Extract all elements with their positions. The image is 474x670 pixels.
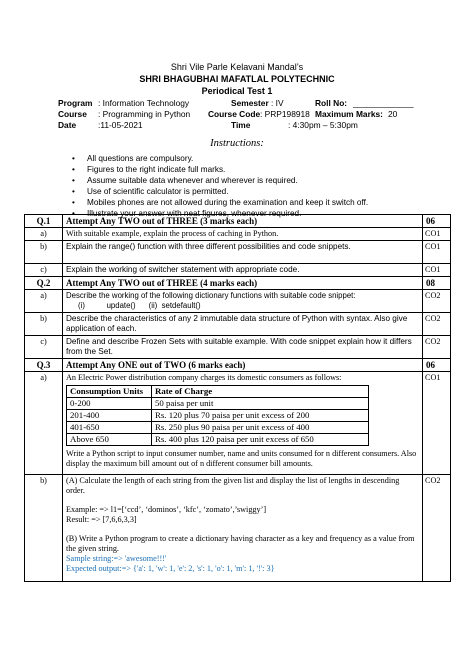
instruction-item: • Illustrate your answer with neat figures, whenever required. (72, 208, 368, 219)
q2c-row (25, 336, 451, 359)
semester-value: : IV (271, 98, 284, 108)
q2c-text: Define and describe Frozen Sets with suitable example. With code snippet explain how it differs from the Set. (63, 336, 423, 359)
instructions-list (72, 153, 368, 219)
q3a-label: a) (25, 372, 63, 475)
rate-table-row (67, 398, 369, 410)
q3a-row (25, 372, 451, 475)
rate-charge: Rs. 120 plus 70 paisa per unit excess of 200 (152, 410, 369, 422)
rate-table-row (67, 422, 369, 434)
q3b-co: CO2 (423, 475, 451, 582)
rate-col-charge: Rate of Charge (152, 386, 369, 398)
q3b-label: b) (25, 475, 63, 582)
q1b-row (25, 241, 451, 264)
q1b-co: CO1 (423, 241, 451, 264)
q3-header-row (25, 359, 451, 372)
q2a-co: CO2 (423, 290, 451, 313)
q2b-label: b) (25, 313, 63, 336)
q2a-subitems: (i) update() (ii) setdefault() (78, 301, 201, 310)
rate-units: Above 650 (67, 434, 152, 446)
rate-units: 0-200 (67, 398, 152, 410)
rate-charge: 50 paisa per unit (152, 398, 369, 410)
q2-title: Attempt Any TWO out of THREE (4 marks each) (63, 277, 423, 290)
q1-header-row (25, 215, 451, 228)
date-label: Date (58, 120, 77, 130)
q1c-label: c) (25, 264, 63, 277)
q2a-label: a) (25, 290, 63, 313)
q2a-text: Describe the working of the following dictionary functions with suitable code snippet: (66, 291, 356, 300)
q1-title: Attempt Any TWO out of THREE (3 marks each) (63, 215, 423, 228)
q2b-row (25, 313, 451, 336)
q1-marks: 06 (423, 215, 451, 228)
time-label: Time (231, 120, 251, 130)
q3b-expected: Expected output:=> {'a': 1, 'w': 1, 'e': 2, 's': 1, 'o': 1, 'm': 1, '!': 3} (66, 564, 275, 573)
rate-units: 201-400 (67, 410, 152, 422)
rate-charge: Rs. 400 plus 120 paisa per unit excess of 650 (152, 434, 369, 446)
rate-table (66, 385, 369, 446)
q1c-co: CO1 (423, 264, 451, 277)
q1a-row (25, 228, 451, 241)
instruction-item: • Assume suitable data whenever and wherever is required. (72, 175, 368, 186)
q2-header-row (25, 277, 451, 290)
q3b-sample: Sample string:=> 'awesome!!!' (66, 554, 167, 563)
q3-title: Attempt Any ONE out of TWO (6 marks each) (63, 359, 423, 372)
rate-table-row (67, 434, 369, 446)
semester-label: Semester (231, 98, 269, 108)
q3b-result: Result: => [7,6,6,3,3] (66, 515, 137, 524)
q3-number: Q.3 (25, 359, 63, 372)
q2a-row (25, 290, 451, 313)
q1c-row (25, 264, 451, 277)
time-value: : 4:30pm – 5:30pm (288, 120, 358, 130)
test-title: Periodical Test 1 (201, 86, 273, 96)
q1b-text: Explain the range() function with three different possibilities and code snippets. (63, 241, 423, 264)
rollno-label: Roll No: (315, 98, 348, 108)
rate-charge: Rs. 250 plus 90 paisa per unit excess of 400 (152, 422, 369, 434)
q3b-example: Example: => l1=[‘ccd’, ‘dominos’, ‘kfc’, ‘zomato’,’swiggy’] (66, 505, 267, 514)
instructions-title: Instructions: (210, 138, 264, 149)
instruction-item: • All questions are compulsory. (72, 153, 368, 164)
q3a-text2: Write a Python script to input consumer number, name and units consumed for n different consumers. Also display the maximum bill amount out of n different consumer bill amounts. (66, 449, 417, 468)
q3b-cell (63, 475, 423, 582)
rate-col-units: Consumption Units (67, 386, 152, 398)
max-marks-label: Maximum Marks: (315, 109, 383, 119)
instruction-item: • Figures to the right indicate full marks. (72, 164, 368, 175)
instruction-item: • Use of scientific calculator is permitted. (72, 186, 368, 197)
q2b-text: Describe the characteristics of any 2 immutable data structure of Python with syntax. Also give application of each. (63, 313, 423, 336)
rollno-value: _____________ (353, 98, 414, 108)
q1a-text: With suitable example, explain the process of caching in Python. (63, 228, 423, 241)
q3b-part-a: (A) Calculate the length of each string from the given list and display the list of lengths in descending order. (66, 476, 400, 495)
q1a-co: CO1 (423, 228, 451, 241)
q3a-co: CO1 (423, 372, 451, 475)
question-table (24, 214, 451, 582)
rate-table-header (67, 386, 369, 398)
q3b-part-b: (B) Write a Python program to create a dictionary having character as a key and frequency as a value from the given string. (66, 534, 415, 553)
q2c-co: CO2 (423, 336, 451, 359)
q3a-cell (63, 372, 423, 475)
q1c-text: Explain the working of switcher statement with appropriate code. (63, 264, 423, 277)
q2a-cell (63, 290, 423, 313)
rate-table-row (67, 410, 369, 422)
q2b-co: CO2 (423, 313, 451, 336)
q2-number: Q.2 (25, 277, 63, 290)
q2-marks: 08 (423, 277, 451, 290)
q3-marks: 06 (423, 359, 451, 372)
rate-units: 401-650 (67, 422, 152, 434)
date-value: :11-05-2021 (98, 120, 143, 130)
course-label: Course (58, 109, 87, 119)
program-value: : Information Technology (98, 98, 190, 108)
polytechnic-name: SHRI BHAGUBHAI MAFATLAL POLYTECHNIC (139, 74, 335, 84)
q1-number: Q.1 (25, 215, 63, 228)
q1b-label: b) (25, 241, 63, 264)
q3b-row (25, 475, 451, 582)
max-marks-value: 20 (388, 109, 398, 119)
instruction-item: • Mobiles phones are not allowed during the examination and keep it switch off. (72, 197, 368, 208)
q2c-label: c) (25, 336, 63, 359)
course-code-value: : PRP198918 (260, 109, 310, 119)
course-value: : Programming in Python (98, 109, 191, 119)
institution-name: Shri Vile Parle Kelavani Mandal’s (170, 62, 304, 72)
course-code-label: Course Code (208, 109, 261, 119)
program-label: Program (58, 98, 93, 108)
q3a-text: An Electric Power distribution company charges its domestic consumers as follows: (66, 373, 342, 382)
q1a-label: a) (25, 228, 63, 241)
